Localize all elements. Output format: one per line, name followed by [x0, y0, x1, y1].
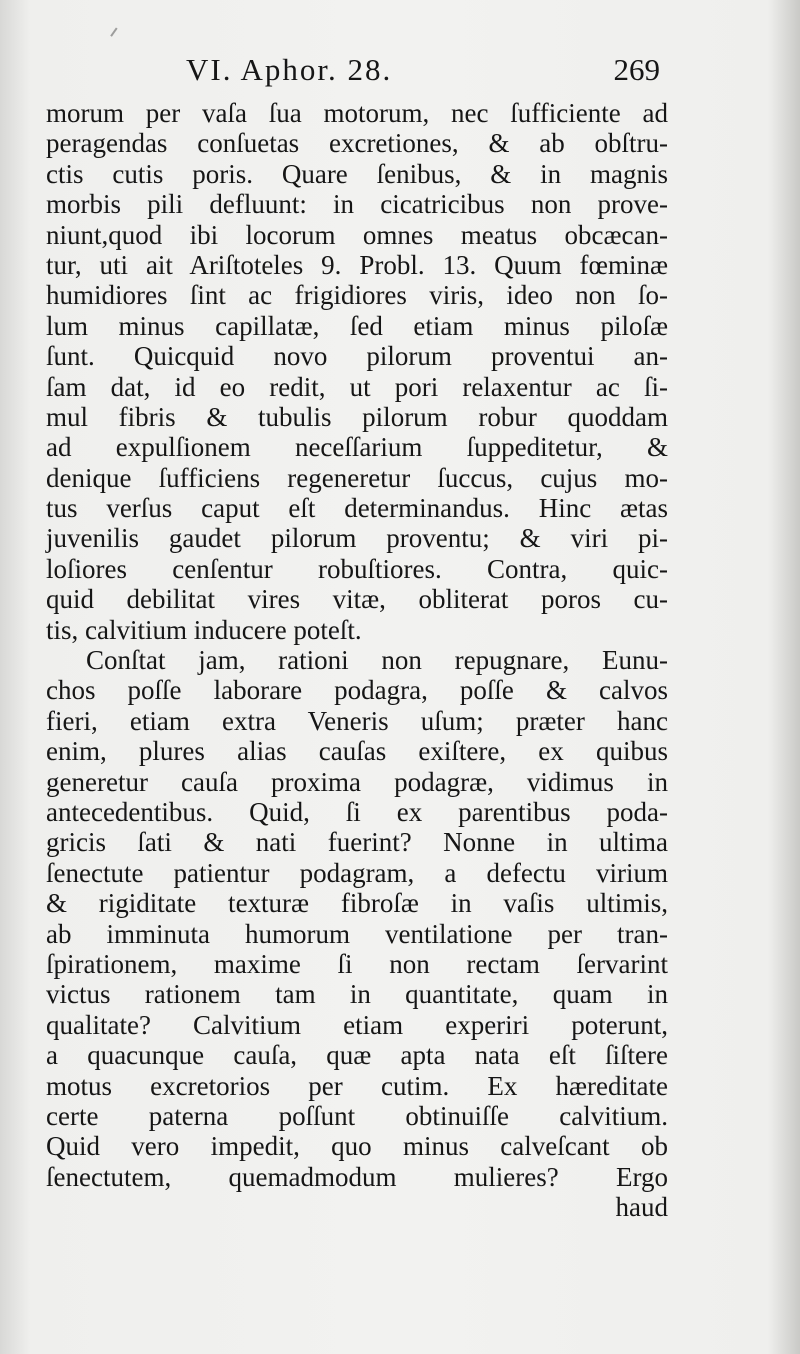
text-line: mul fibris & tubulis pilorum robur quoddam	[46, 401, 668, 432]
text-line: enim, plures alias cauſas exiſtere, ex quibus	[46, 736, 668, 767]
text-line: ab imminuta humorum ventilatione per tran-	[46, 918, 668, 949]
page-header	[0, 52, 800, 96]
text-line: ſenectutem, quemadmodum mulieres? Ergo	[46, 1161, 668, 1192]
text-line: fieri, etiam extra Veneris uſum; præter hanc	[46, 705, 668, 736]
text-line: tus verſus caput eſt determinandus. Hinc ætas	[46, 493, 668, 524]
text-line: Conſtat jam, rationi non repugnare, Eunu-	[86, 645, 668, 676]
text-line: lum minus capillatæ, ſed etiam minus piloſæ	[46, 310, 668, 341]
text-line: certe paterna poſſunt obtinuiſſe calvitium.	[46, 1100, 668, 1131]
text-line: & rigiditate texturæ fibroſæ in vaſis ultimis,	[46, 888, 668, 919]
text-line: ſpirationem, maxime ſi non rectam ſervarint	[46, 948, 668, 979]
text-line: Quid vero impedit, quo minus calveſcant ob	[46, 1131, 668, 1162]
text-line: ſenectute patientur podagram, a defectu virium	[46, 857, 668, 888]
running-title: VI. Aphor. 28.	[186, 52, 393, 87]
text-line: denique ſufficiens regeneretur ſuccus, cujus mo-	[46, 462, 668, 493]
text-line: qualitate? Calvitium etiam experiri poterunt,	[46, 1009, 668, 1040]
text-line: ad expulſionem neceſſarium ſuppeditetur, &	[46, 432, 668, 463]
text-line: tis, calvitium inducere poteſt.	[46, 614, 362, 645]
page-number: 269	[613, 52, 660, 87]
text-line: motus excretorios per cutim. Ex hæreditate	[46, 1070, 668, 1101]
page-body-text	[46, 98, 668, 1222]
text-line: chos poſſe laborare podagra, poſſe & calvos	[46, 675, 668, 706]
text-line: morum per vaſa ſua motorum, nec ſufficiente ad	[46, 98, 668, 128]
text-line: ſunt. Quicquid novo pilorum proventui an-	[46, 341, 668, 372]
text-line: ſam dat, id eo redit, ut pori relaxentur ac ſi-	[46, 371, 668, 402]
text-line: ctis cutis poris. Quare ſenibus, & in magnis	[46, 158, 668, 189]
text-line: victus rationem tam in quantitate, quam in	[46, 979, 668, 1010]
text-line: niunt,quod ibi locorum omnes meatus obcæcan-	[46, 219, 668, 250]
text-line: peragendas conſuetas excretiones, & ab obſtru-	[46, 128, 668, 159]
text-line: antecedentibus. Quid, ſi ex parentibus poda-	[46, 796, 668, 827]
text-line: morbis pili defluunt: in cicatricibus non prove-	[46, 189, 668, 220]
catchword: haud	[615, 1192, 668, 1223]
text-line: juvenilis gaudet pilorum proventu; & viri pi-	[46, 523, 668, 554]
text-line: a quacunque cauſa, quæ apta nata eſt ſiſtere	[46, 1040, 668, 1071]
text-line: gricis ſati & nati fuerint? Nonne in ultima	[46, 827, 668, 858]
text-line: tur, uti ait Ariſtoteles 9. Probl. 13. Quum fœminæ	[46, 249, 668, 280]
text-line: humidiores ſint ac frigidiores viris, ideo non ſo-	[46, 280, 668, 311]
text-line: loſiores cenſentur robuſtiores. Contra, quic-	[46, 553, 668, 584]
pencil-mark	[110, 27, 126, 42]
text-line: generetur cauſa proxima podagræ, vidimus in	[46, 766, 668, 797]
text-line: quid debilitat vires vitæ, obliterat poros cu-	[46, 584, 668, 615]
